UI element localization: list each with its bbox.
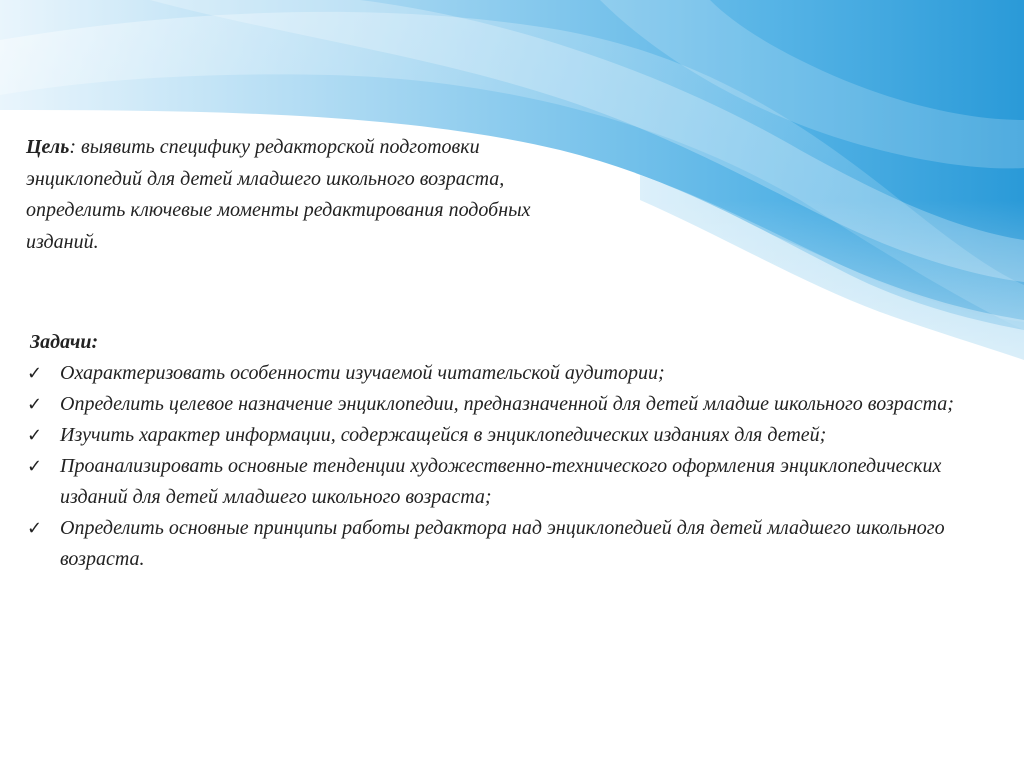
check-icon: ✓ [27, 425, 43, 446]
list-item [27, 513, 1002, 575]
goal-colon: : [69, 136, 77, 158]
check-icon: ✓ [27, 518, 43, 539]
goal-paragraph [26, 132, 556, 258]
list-item-text: Определить целевое назначение энциклопедии, предназначенной для детей младше школьного возраста; [60, 393, 954, 415]
list-item-text: Охарактеризовать особенности изучаемой читательской аудитории; [60, 362, 665, 384]
tasks-section [27, 327, 1002, 575]
check-icon: ✓ [27, 363, 43, 384]
check-icon: ✓ [27, 394, 43, 415]
list-item-text: Изучить характер информации, содержащейся в энциклопедических изданиях для детей; [60, 424, 827, 446]
list-item [27, 389, 1002, 420]
list-item [27, 451, 1002, 513]
tasks-list [27, 358, 1002, 575]
check-icon: ✓ [27, 456, 43, 477]
goal-label: Цель [26, 136, 70, 158]
goal-text: выявить специфику редакторской подготовки энциклопедий для детей младшего школьного возраста, определить ключевые моменты редактирования подобных изданий. [26, 136, 531, 253]
tasks-title: Задачи: [30, 331, 99, 353]
list-item-text: Определить основные принципы работы редактора над энциклопедией для детей младшего школьного возраста. [60, 517, 945, 570]
list-item [27, 358, 1002, 389]
list-item-text: Проанализировать основные тенденции художественно-технического оформления энциклопедических изданий для детей младшего школьного возраста; [60, 455, 942, 508]
list-item [27, 420, 1002, 451]
